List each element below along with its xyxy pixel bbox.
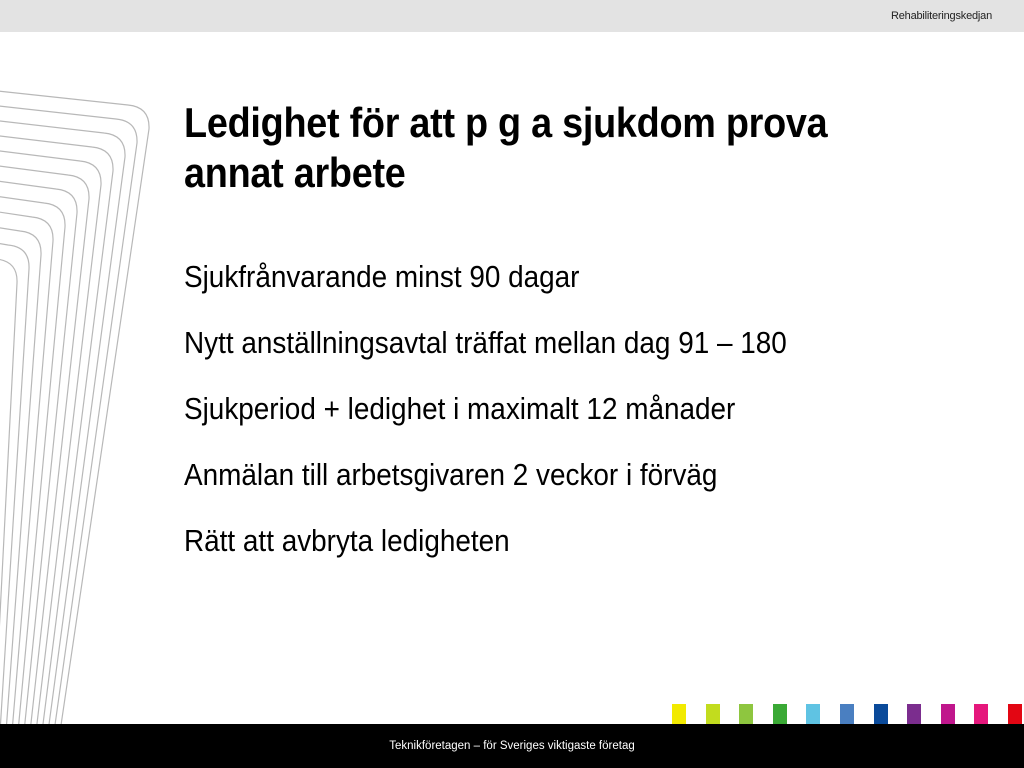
color-squares (672, 704, 1024, 724)
footer-bar (0, 724, 1024, 768)
footer-text: Teknikföretagen – för Sveriges viktigaste företag (389, 740, 635, 752)
decorative-line (0, 241, 17, 724)
color-square (840, 704, 854, 724)
bullet-item: Anmälan till arbetsgivaren 2 veckor i förväg (184, 457, 718, 492)
bullet-list (184, 244, 854, 574)
decorative-line (0, 213, 41, 724)
decorative-lines (0, 32, 180, 724)
color-square (672, 704, 686, 724)
color-square (706, 704, 720, 724)
decorative-line (0, 171, 77, 724)
color-square (1008, 704, 1022, 724)
bullet-item: Nytt anställningsavtal träffat mellan dag 91 – 180 (184, 325, 787, 360)
color-square (874, 704, 888, 724)
color-square (974, 704, 988, 724)
header-bar (0, 0, 1024, 32)
header-label: Rehabiliteringskedjan (891, 10, 992, 22)
color-square (907, 704, 921, 724)
color-square (739, 704, 753, 724)
color-square (806, 704, 820, 724)
slide-title: Ledighet för att p g a sjukdom prova annat arbete (184, 99, 828, 196)
decorative-line (0, 129, 113, 724)
bullet-item: Rätt att avbryta ledigheten (184, 523, 510, 558)
color-square (941, 704, 955, 724)
bullet-item: Sjukfrånvarande minst 90 dagar (184, 259, 580, 294)
color-square (773, 704, 787, 724)
bullet-item: Sjukperiod + ledighet i maximalt 12 månader (184, 391, 736, 426)
